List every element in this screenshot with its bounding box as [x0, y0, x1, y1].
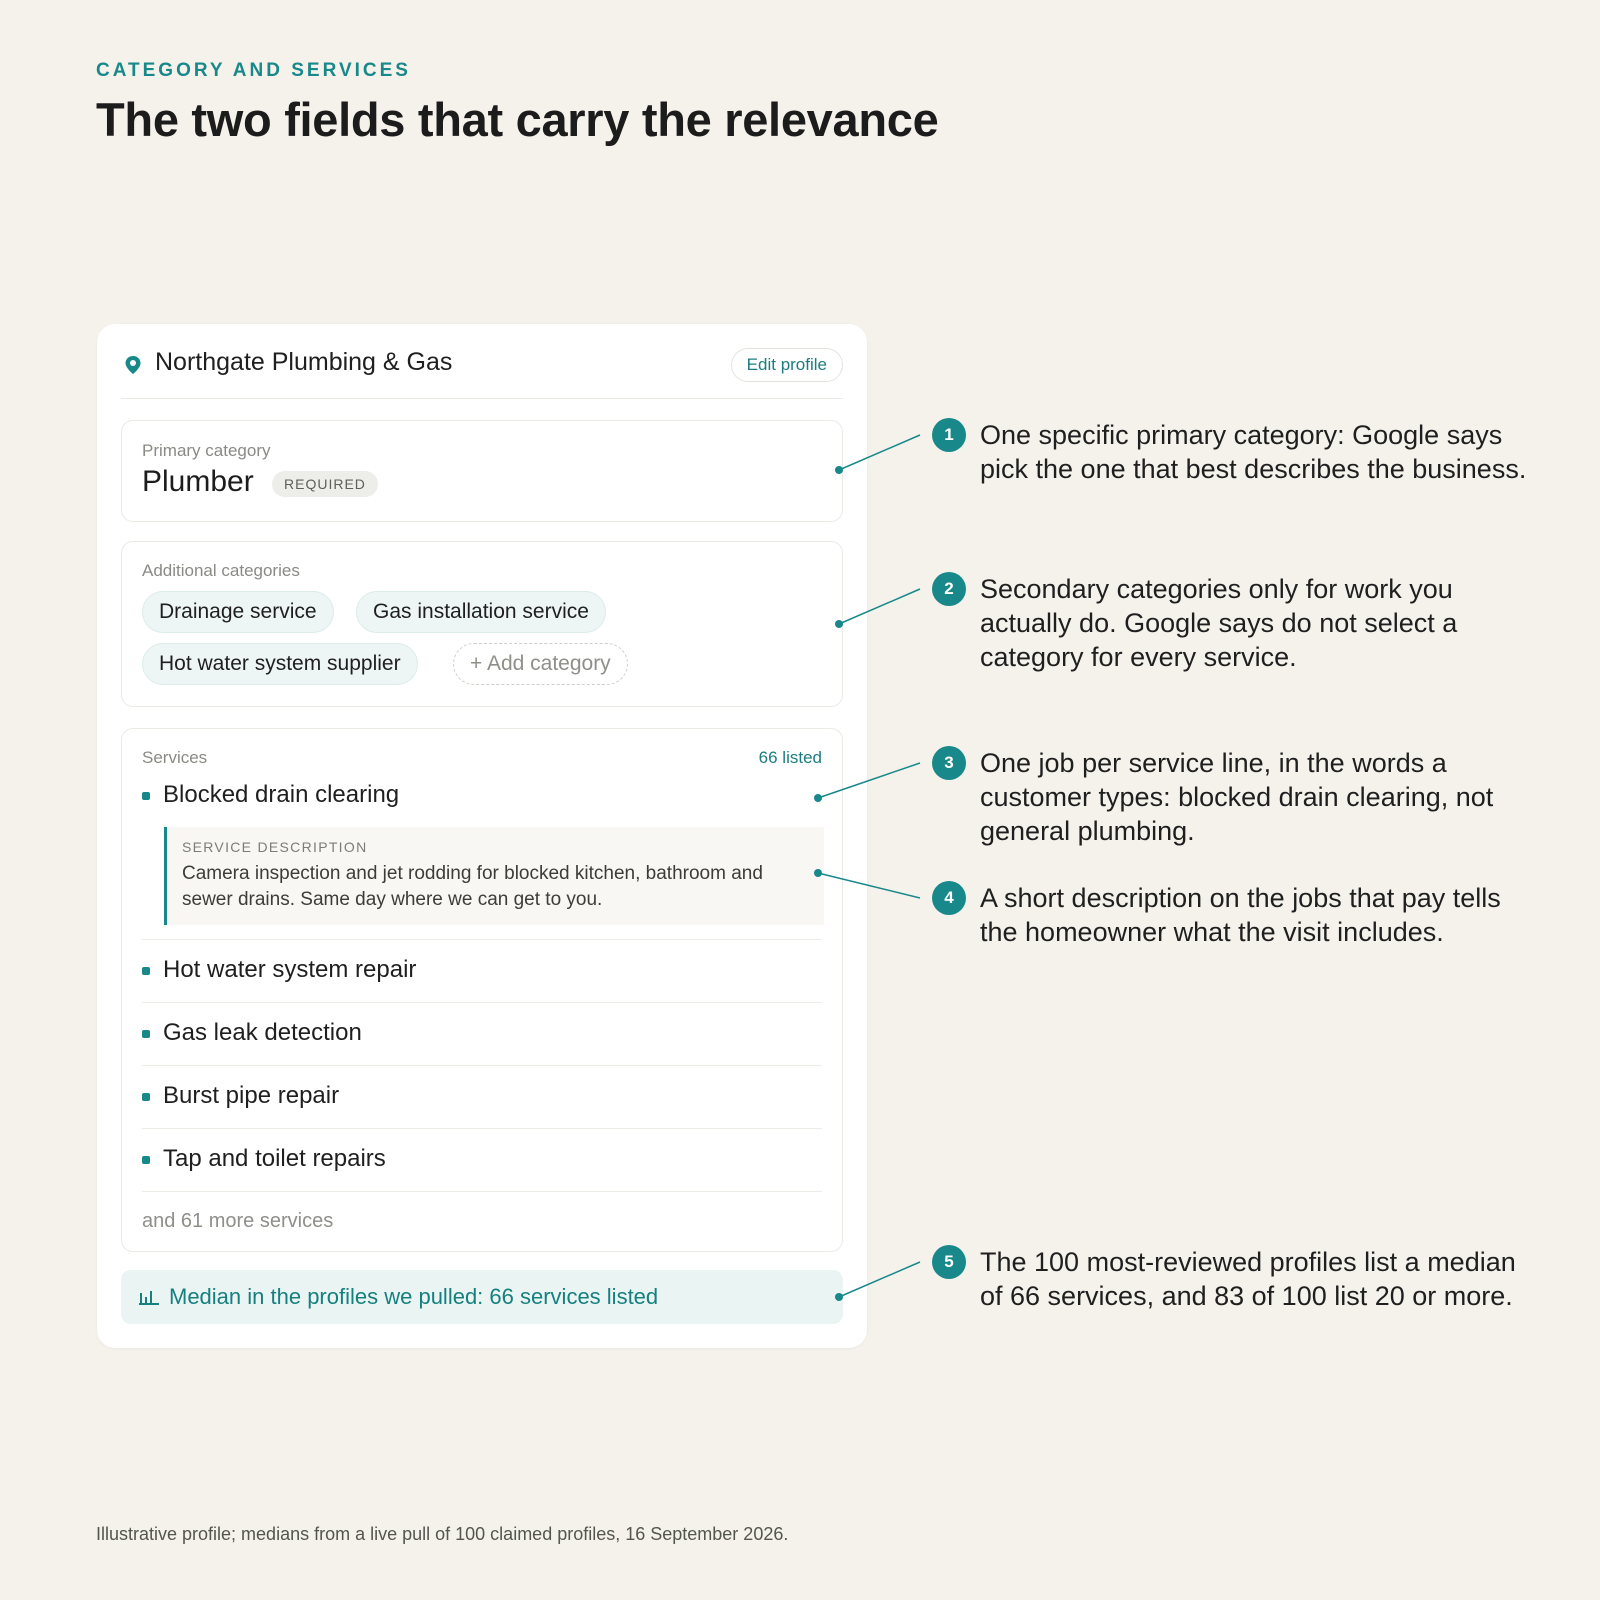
edit-profile-button[interactable]: Edit profile: [731, 348, 843, 382]
callout-text: One job per service line, in the words a customer types: blocked drain clearing, not general plumbing.: [980, 748, 1494, 846]
services-label: Services: [142, 748, 208, 767]
page-title: The two fields that carry the relevance: [96, 93, 939, 146]
callout-text: The 100 most-reviewed profiles list a median of 66 services, and 83 of 100 list 20 or more.: [980, 1247, 1516, 1311]
required-badge: REQUIRED: [272, 471, 378, 497]
service-description-text: Camera inspection and jet rodding for blocked kitchen, bathroom and sewer drains. Same day where we can get to you.: [182, 863, 763, 910]
callout-number: 1: [932, 418, 966, 452]
callout-text: One specific primary category: Google says pick the one that best describes the business.: [980, 420, 1527, 484]
primary-category-label: Primary category: [142, 441, 271, 460]
connector-dot-5: [835, 1293, 843, 1301]
more-services-link[interactable]: and 61 more services: [142, 1210, 334, 1232]
connector-dot-4: [814, 869, 822, 877]
service-name: Tap and toilet repairs: [163, 1145, 386, 1172]
connector-line-4: [818, 873, 920, 898]
business-name: Northgate Plumbing & Gas: [155, 348, 453, 376]
connector-line-3: [818, 763, 920, 798]
service-name: Blocked drain clearing: [163, 781, 400, 808]
eyebrow: CATEGORY AND SERVICES: [96, 60, 411, 81]
callout-number: 2: [932, 572, 966, 606]
category-chip-hot-water[interactable]: Hot water system supplier: [142, 643, 418, 685]
services-count: 66 listed: [758, 748, 822, 767]
median-text: Median in the profiles we pulled: 66 services listed: [169, 1284, 659, 1309]
service-name: Hot water system repair: [163, 956, 417, 983]
connector-dot-2: [835, 620, 843, 628]
connector-line-1: [839, 435, 920, 470]
category-chip-gas-installation[interactable]: Gas installation service: [356, 591, 606, 633]
connector-line-5: [839, 1262, 920, 1297]
connector-line-2: [839, 589, 920, 624]
service-name: Gas leak detection: [163, 1019, 362, 1046]
callout-text: A short description on the jobs that pay tells the homeowner what the visit includes.: [980, 883, 1501, 947]
footnote: Illustrative profile; medians from a live pull of 100 claimed profiles, 16 September 2026.: [96, 1524, 789, 1544]
callout-number: 3: [932, 746, 966, 780]
primary-category-value[interactable]: Plumber: [142, 465, 254, 498]
add-category-button[interactable]: + Add category: [453, 643, 628, 685]
additional-categories-label: Additional categories: [142, 561, 300, 580]
service-name: Burst pipe repair: [163, 1082, 340, 1109]
connector-dot-3: [814, 794, 822, 802]
category-chip-drainage[interactable]: Drainage service: [142, 591, 334, 633]
callout-text: Secondary categories only for work you actually do. Google says do not select a category for every service.: [980, 574, 1458, 672]
callout-number: 5: [932, 1245, 966, 1279]
callout-number: 4: [932, 881, 966, 915]
connector-dot-1: [835, 466, 843, 474]
service-description-label: SERVICE DESCRIPTION: [182, 839, 368, 855]
